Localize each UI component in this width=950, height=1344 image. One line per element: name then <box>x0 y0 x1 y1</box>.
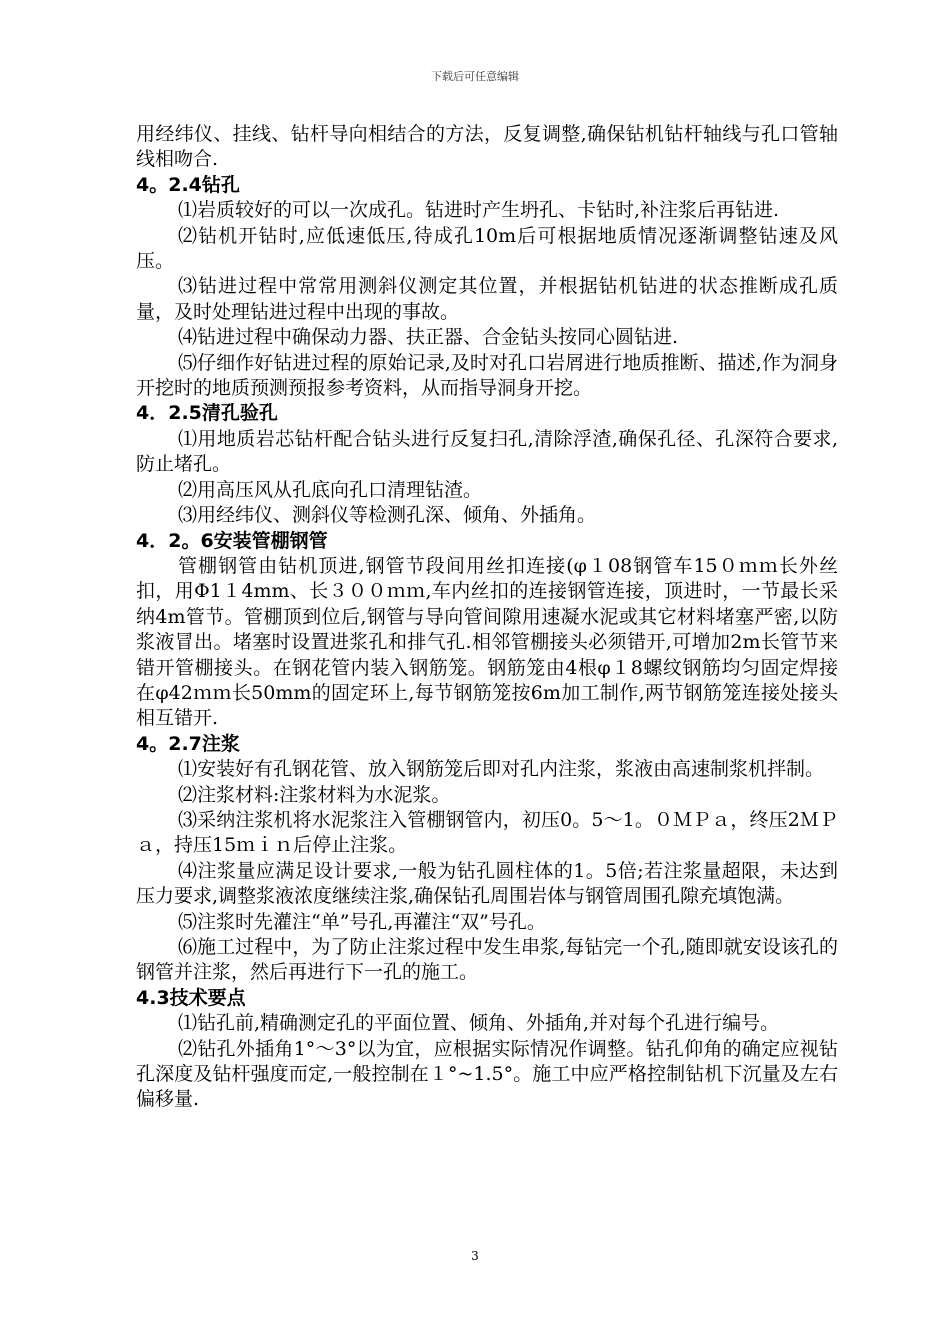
section-heading-4-2-4: 4。2.4钻孔 <box>136 173 240 196</box>
section-heading-4-2-6: 4．2。6安装管棚钢管 <box>136 529 328 552</box>
paragraph: ⑶采纳注浆机将水泥浆注入管棚钢管内，初压0。5～1。０ＭＰａ，终压2ＭＰａ，持压15ｍｉｎ后停止注浆。 <box>136 808 838 857</box>
section-heading-4-3: 4.3技术要点 <box>136 986 246 1009</box>
paragraph: ⑴岩质较好的可以一次成孔。钻进时产生坍孔、卡钻时,补注浆后再钻进. <box>178 199 780 222</box>
paragraph: ⑵钻孔外插角1°～3°以为宜，应根据实际情况作调整。钻孔仰角的确定应视钻孔深度及钻杆强度而定,一般控制在１°~1.5°。施工中应严格控制钻机下沉量及左右偏移量. <box>136 1037 838 1111</box>
document-body <box>136 122 838 1113</box>
paragraph: ⑵用高压风从孔底向孔口清理钻渣。 <box>178 478 483 501</box>
paragraph: 管棚钢管由钻机顶进,钢管节段间用丝扣连接(φ１08钢管车15０ｍｍ长外丝扣，用Φ1１4mm、长３００ｍｍ,车内丝扣的连接钢管连接，顶进时，一节最长采纳4m管节。管棚顶到位后,钢管与导向管间隙用速凝水泥或其它材料堵塞严密,以防浆液冒出。堵塞时设置进浆孔和排气孔.相邻管棚接头必须错开,可增加2m长管节来错开管棚接头。在钢花管内装入钢筋笼。钢筋笼由4根φ１8螺纹钢筋均匀固定焊接在φ42ｍｍ长50mm的固定环上,每节钢筋笼按6m加工制作,两节钢筋笼连接处接头相互错开. <box>136 554 838 730</box>
paragraph: ⑴安装好有孔钢花管、放入钢筋笼后即对孔内注浆，浆液由高速制浆机拌制。 <box>178 758 825 781</box>
paragraph: ⑸注浆时先灌注“单”号孔,再灌注“双”号孔。 <box>178 910 546 933</box>
paragraph: ⑸仔细作好钻进过程的原始记录,及时对孔口岩屑进行地质推断、描述,作为洞身开挖时的地质预测预报参考资料，从而指导洞身开挖。 <box>136 351 838 400</box>
page-number: 3 <box>471 1249 479 1263</box>
paragraph: ⑴钻孔前,精确测定孔的平面位置、倾角、外插角,并对每个孔进行编号。 <box>178 1012 780 1035</box>
section-heading-4-2-7: 4。2.7注浆 <box>136 732 240 755</box>
section-heading-4-2-5: 4．2.5清孔验孔 <box>136 402 278 425</box>
paragraph: ⑴用地质岩芯钻杆配合钻头进行反复扫孔,清除浮渣,确保孔径、孔深符合要求,防止堵孔。 <box>136 427 838 476</box>
paragraph: ⑷注浆量应满足设计要求,一般为钻孔圆柱体的1。5倍;若注浆量超限，未达到压力要求,调整浆液浓度继续注浆,确保钻孔周围岩体与钢管周围孔隙充填饱满。 <box>136 859 838 908</box>
paragraph: ⑵注浆材料:注浆材料为水泥浆。 <box>178 783 451 806</box>
paragraph: ⑶用经纬仪、测斜仪等检测孔深、倾角、外插角。 <box>178 504 597 527</box>
paragraph: 用经纬仪、挂线、钻杆导向相结合的方法，反复调整,确保钻机钻杆轴线与孔口管轴线相吻合. <box>136 123 838 171</box>
paragraph: ⑶钻进过程中常常用测斜仪测定其位置，并根据钻机钻进的状态推断成孔质量，及时处理钻进过程中出现的事故。 <box>136 275 838 323</box>
paragraph: ⑷钻进过程中确保动力器、扶正器、合金钻头按同心圆钻进. <box>178 326 679 349</box>
paragraph: ⑹施工过程中，为了防止注浆过程中发生串浆,每钻完一个孔,随即就安设该孔的钢管并注浆，然后再进行下一孔的施工。 <box>136 936 838 984</box>
page-header: 下载后可任意编辑 <box>431 70 519 83</box>
paragraph: ⑵钻机开钻时,应低速低压,待成孔10m后可根据地质情况逐渐调整钻速及风压。 <box>136 224 838 273</box>
